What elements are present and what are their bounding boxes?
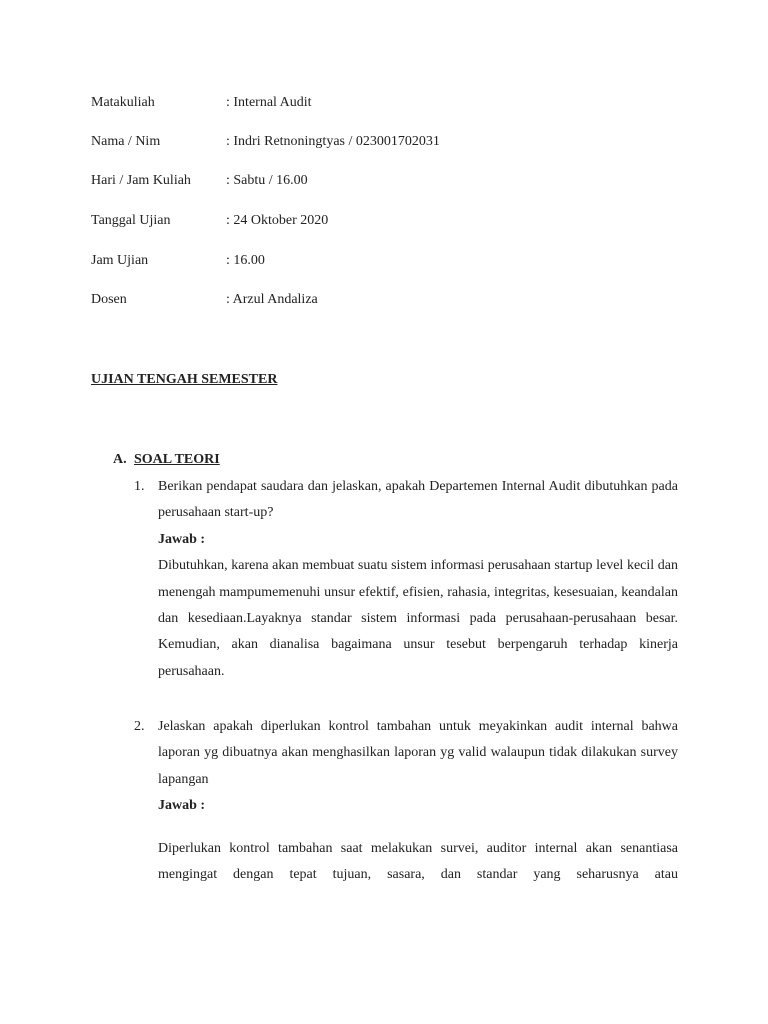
info-label: Hari / Jam Kuliah bbox=[91, 173, 191, 188]
info-label: Tanggal Ujian bbox=[91, 213, 171, 228]
answer-text: Dibutuhkan, karena akan membuat suatu sistem informasi perusahaan startup level kecil dan menengah mampumemenuhi unsur efektif, efisien, rahasia, integritas, kesesuaian, keandalan dan kesediaan.Layaknya standar sistem informasi pada perusahaan-perusahaan besar. Kemudian, akan dianalisa bagaimana unsur tesebut berpengaruh terhadap kinerja perusahaan. bbox=[158, 558, 678, 679]
answer-label: Jawab : bbox=[158, 531, 206, 547]
info-label: Jam Ujian bbox=[91, 253, 149, 268]
section-letter: A. bbox=[113, 452, 127, 467]
exam-title: UJIAN TENGAH SEMESTER bbox=[91, 372, 278, 387]
question-number: 1. bbox=[134, 479, 145, 494]
question-block-2 bbox=[158, 714, 678, 820]
question-block-1 bbox=[158, 474, 678, 685]
info-value: : 24 Oktober 2020 bbox=[226, 213, 329, 228]
info-label: Matakuliah bbox=[91, 95, 155, 110]
answer-text-2 bbox=[158, 836, 678, 889]
answer-label: Jawab : bbox=[158, 798, 206, 814]
section-heading bbox=[113, 450, 220, 470]
section-title: SOAL TEORI bbox=[134, 452, 220, 467]
answer-text: Diperlukan kontrol tambahan saat melakukan survei, auditor internal akan senantiasa mengingat dengan tepat tujuan, sasara, dan standar yang seharusnya atau bbox=[158, 841, 678, 883]
question-text: Jelaskan apakah diperlukan kontrol tambahan untuk meyakinkan audit internal bahwa laporan yg dibuatnya akan menghasilkan laporan yg valid walaupun tidak dilakukan survey lapangan bbox=[158, 719, 678, 787]
info-label: Dosen bbox=[91, 292, 127, 307]
info-value: : Arzul Andaliza bbox=[226, 292, 318, 307]
info-value: : Indri Retnoningtyas / 023001702031 bbox=[226, 134, 440, 149]
info-value: : Internal Audit bbox=[226, 95, 312, 110]
question-text: Berikan pendapat saudara dan jelaskan, apakah Departemen Internal Audit dibutuhkan pada perusahaan start-up? bbox=[158, 479, 678, 521]
info-value: : 16.00 bbox=[226, 253, 265, 268]
info-value: : Sabtu / 16.00 bbox=[226, 173, 308, 188]
question-number: 2. bbox=[134, 719, 145, 734]
info-label: Nama / Nim bbox=[91, 134, 161, 149]
